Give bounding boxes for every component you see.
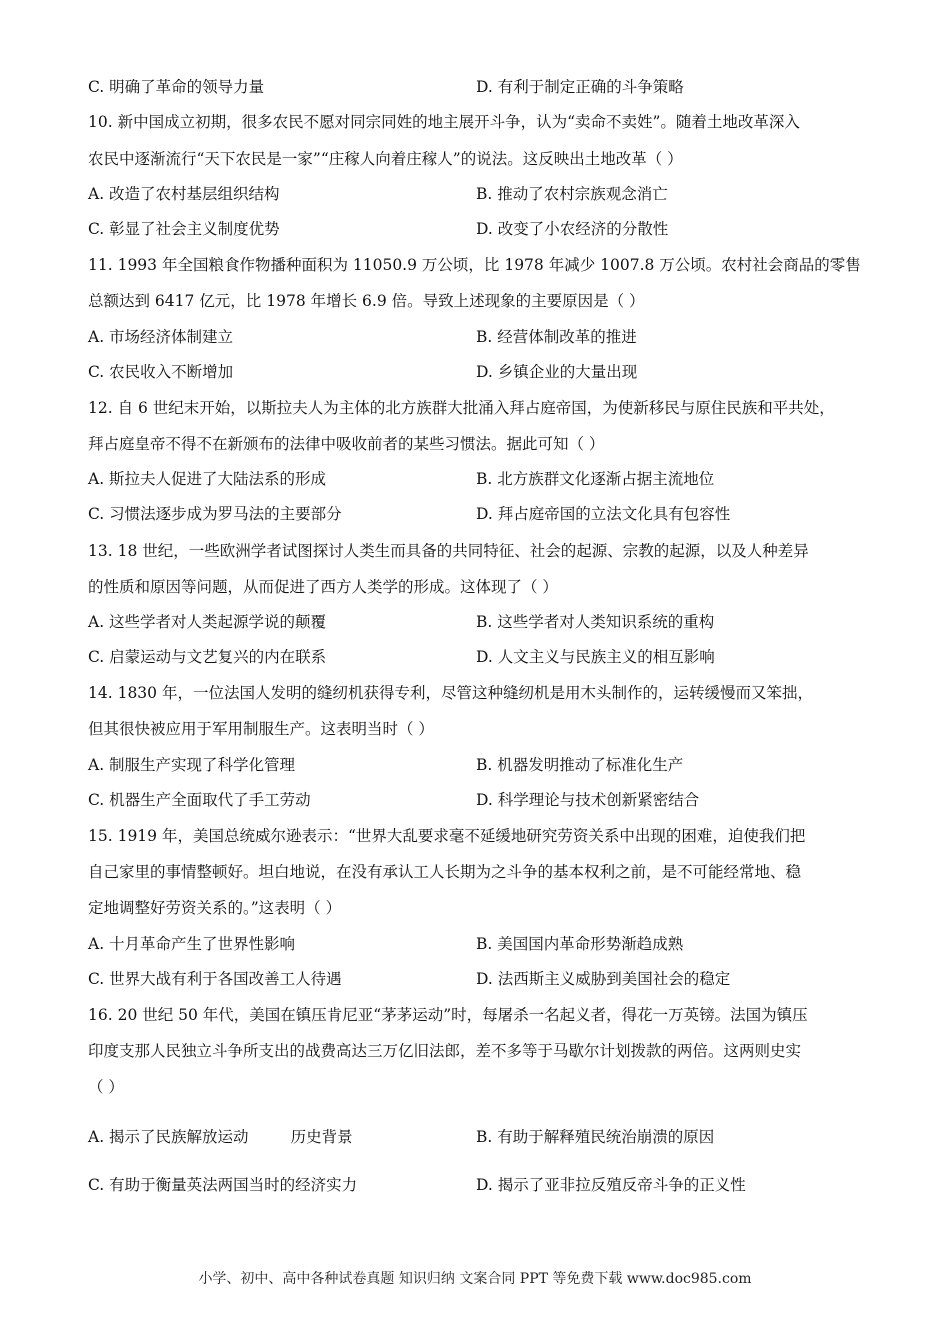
q15-stem-line-1: 15. 1919 年，美国总统威尔逊表示：“世界大乱要求毫不延缓地研究劳资关系中出现的困难，迫使我们把 xyxy=(88,827,806,845)
q11-option-d: D. 乡镇企业的大量出现 xyxy=(476,363,638,381)
q10-option-d: D. 改变了小农经济的分散性 xyxy=(476,220,669,238)
q11-stem-line-2: 总额达到 6417 亿元，比 1978 年增长 6.9 倍。导致上述现象的主要原因是（ ） xyxy=(88,292,645,310)
q15-stem-line-2: 自己家里的事情整顿好。坦白地说，在没有承认工人长期为之斗争的基本权利之前，是不可能经常地、稳 xyxy=(88,863,802,881)
q11-option-c: C. 农民收入不断增加 xyxy=(88,363,234,381)
q14-option-b: B. 机器发明推动了标准化生产 xyxy=(476,756,684,774)
q12-option-b: B. 北方族群文化逐渐占据主流地位 xyxy=(476,470,715,488)
q16-option-c: C. 有助于衡量英法两国当时的经济实力 xyxy=(88,1176,358,1194)
q15-stem-line-3: 定地调整好劳资关系的。”这表明（ ） xyxy=(88,899,342,917)
q12-stem-line-1: 12. 自 6 世纪末开始，以斯拉夫人为主体的北方族群大批涌入拜占庭帝国，为使新移民与原住民族和平共处， xyxy=(88,399,835,417)
q14-stem-line-2: 但其很快被应用于军用制服生产。这表明当时（ ） xyxy=(88,720,434,738)
q9-option-d: D. 有利于制定正确的斗争策略 xyxy=(476,78,684,96)
q14-option-a: A. 制服生产实现了科学化管理 xyxy=(88,756,296,774)
q15-option-c: C. 世界大战有利于各国改善工人待遇 xyxy=(88,970,342,988)
q16-option-b: B. 有助于解释殖民统治崩溃的原因 xyxy=(476,1128,715,1146)
q13-option-c: C. 启蒙运动与文艺复兴的内在联系 xyxy=(88,648,327,666)
q13-option-a: A. 这些学者对人类起源学说的颠覆 xyxy=(88,613,327,631)
q14-option-d: D. 科学理论与技术创新紧密结合 xyxy=(476,791,700,809)
q16-option-d: D. 揭示了亚非拉反殖反帝斗争的正义性 xyxy=(476,1176,746,1194)
q13-option-d: D. 人文主义与民族主义的相互影响 xyxy=(476,648,715,666)
q12-stem-line-2: 拜占庭皇帝不得不在新颁布的法律中吸收前者的某些习惯法。据此可知（ ） xyxy=(88,435,605,453)
q14-stem-line-1: 14. 1830 年，一位法国人发明的缝纫机获得专利，尽管这种缝纫机是用木头制作的，运转缓慢而又笨拙， xyxy=(88,684,813,702)
q15-option-a: A. 十月革命产生了世界性影响 xyxy=(88,935,296,953)
q11-option-a: A. 市场经济体制建立 xyxy=(88,328,234,346)
q12-option-c: C. 习惯法逐步成为罗马法的主要部分 xyxy=(88,505,342,523)
q11-option-b: B. 经营体制改革的推进 xyxy=(476,328,637,346)
q15-option-b: B. 美国国内革命形势渐趋成熟 xyxy=(476,935,684,953)
q9-option-c: C. 明确了革命的领导力量 xyxy=(88,78,265,96)
q12-option-a: A. 斯拉夫人促进了大陆法系的形成 xyxy=(88,470,327,488)
q16-stem-line-2: 印度支那人民独立斗争所支出的战费高达三万亿旧法郎，差不多等于马歇尔计划拨款的两倍。这两则史实 xyxy=(88,1042,802,1060)
q15-option-d: D. 法西斯主义威胁到美国社会的稳定 xyxy=(476,970,731,988)
q16-option-a xyxy=(88,1127,353,1147)
q10-option-b: B. 推动了农村宗族观念消亡 xyxy=(476,185,668,203)
q13-stem-line-2: 的性质和原因等问题，从而促进了西方人类学的形成。这体现了（ ） xyxy=(88,578,558,596)
q16-stem-line-3: （ ） xyxy=(88,1078,124,1096)
q16-stem-line-1: 16. 20 世纪 50 年代，美国在镇压肯尼亚“茅茅运动”时，每屠杀一名起义者，得花一万英镑。法国为镇压 xyxy=(88,1006,808,1024)
q10-stem-line-1: 10. 新中国成立初期，很多农民不愿对同宗同姓的地主展开斗争，认为“卖命不卖姓”。随着土地改革深入 xyxy=(88,113,800,131)
q12-option-d: D. 拜占庭帝国的立法文化具有包容性 xyxy=(476,505,731,523)
q11-stem-line-1: 11. 1993 年全国粮食作物播种面积为 11050.9 万公顷，比 1978 年减少 1007.8 万公顷。农村社会商品的零售 xyxy=(88,256,861,274)
q13-option-b: B. 这些学者对人类知识系统的重构 xyxy=(476,613,715,631)
q14-option-c: C. 机器生产全面取代了手工劳动 xyxy=(88,791,311,809)
q10-option-c: C. 彰显了社会主义制度优势 xyxy=(88,220,280,238)
q13-stem-line-1: 13. 18 世纪，一些欧洲学者试图探讨人类生而具备的共同特征、社会的起源、宗教的起源，以及人种差异 xyxy=(88,542,809,560)
q16-option-a-part2: 历史背景 xyxy=(290,1128,353,1146)
q16-option-a-part1: A. 揭示了民族解放运动 xyxy=(88,1128,249,1146)
page-footer: 小学、初中、高中各种试卷真题 知识归纳 文案合同 PPT 等免费下载 www.doc985.com xyxy=(198,1271,752,1287)
q10-stem-line-2: 农民中逐渐流行“天下农民是一家”“庄稼人向着庄稼人”的说法。这反映出土地改革（ ） xyxy=(88,150,683,168)
q10-option-a: A. 改造了农村基层组织结构 xyxy=(88,185,280,203)
